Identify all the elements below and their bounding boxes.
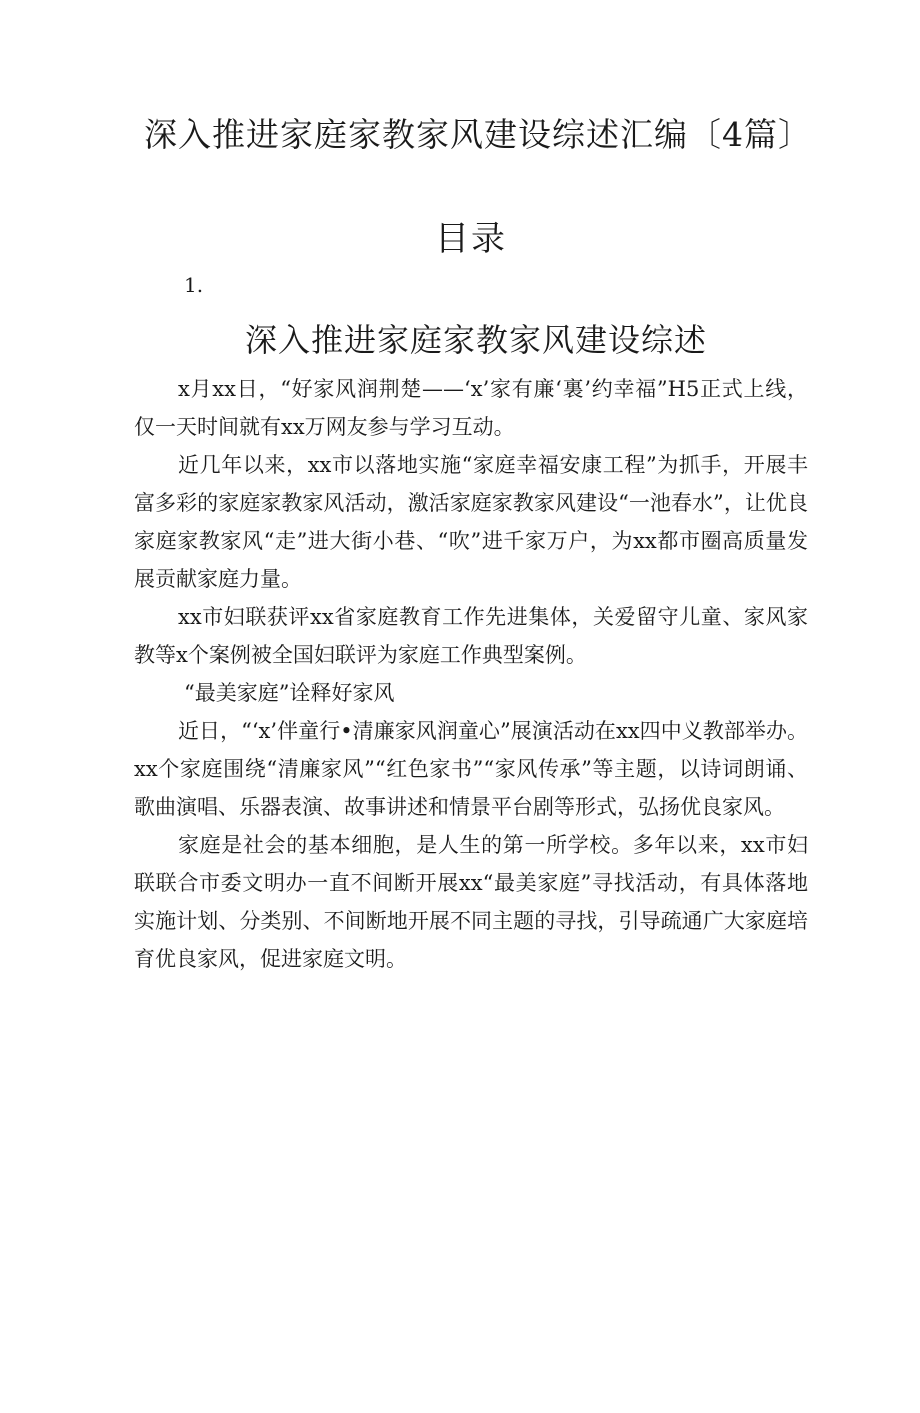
document-title: 深入推进家庭家教家风建设综述汇编〔4篇〕 bbox=[144, 115, 812, 154]
paragraph: 近日，“‘x’伴童行•清廉家风润童心”展演活动在xx四中义教部举办。xx个家庭围绕“清廉家风”“红色家书”“家风传承”等主题，以诗词朗诵、歌曲演唱、乐器表演、故事讲述和情景平台剧等形式，弘扬优良家风。 bbox=[134, 719, 808, 819]
subheading: “最美家庭”诠释好家风 bbox=[184, 681, 395, 705]
paragraph: x月xx日，“好家风润荆楚——‘x’家有廉‘裏’约幸福”H5正式上线，仅一天时间就有xx万网友参与学习互动。 bbox=[134, 377, 808, 439]
paragraph: 近几年以来，xx市以落地实施“家庭幸福安康工程”为抓手，开展丰富多彩的家庭家教家风活动，激活家庭家教家风建设“一池春水”，让优良家庭家教家风“走”进大街小巷、“吹”进千家万户，为xx都市圈高质量发展贡献家庭力量。 bbox=[134, 453, 808, 591]
paragraph: xx市妇联获评xx省家庭教育工作先进集体，关爱留守儿童、家风家教等x个案例被全国妇联评为家庭工作典型案例。 bbox=[134, 605, 808, 667]
section-title: 深入推进家庭家教家风建设综述 bbox=[244, 321, 707, 359]
document-page bbox=[0, 112, 920, 1413]
toc-item[interactable]: 1. bbox=[184, 273, 204, 297]
paragraph: 家庭是社会的基本细胞，是人生的第一所学校。多年以来，xx市妇联联合市委文明办一直不间断开展xx“最美家庭”寻找活动，有具体落地实施计划、分类别、不间断地开展不同主题的寻找，引导疏通广大家庭培育优良家风，促进家庭文明。 bbox=[134, 833, 808, 971]
toc-heading: 目录 bbox=[435, 219, 507, 259]
